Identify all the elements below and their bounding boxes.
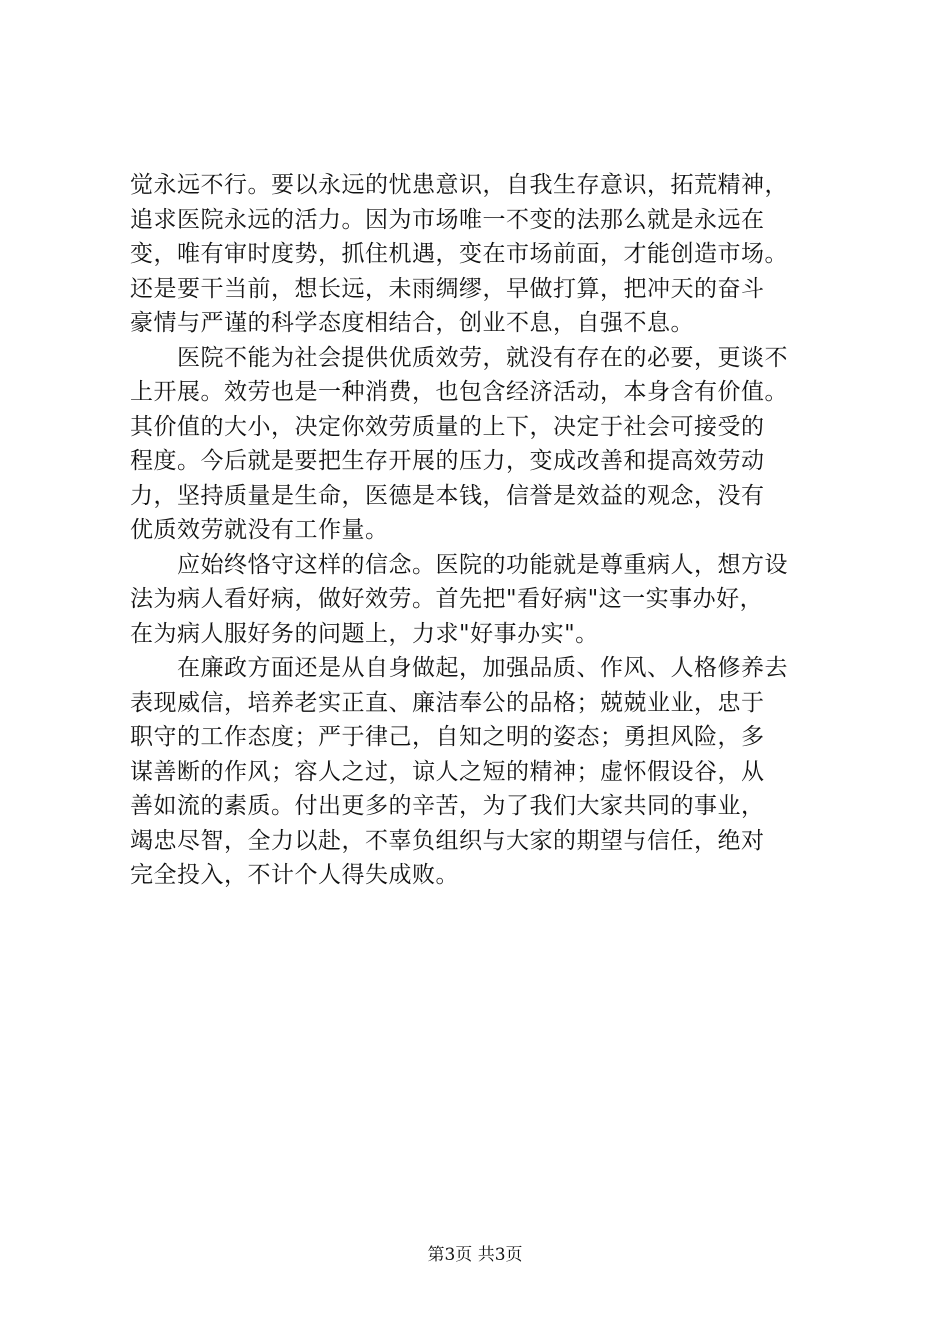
text-line: 变，唯有审时度势，抓住机遇，变在市场前面，才能创造市场。: [130, 241, 788, 267]
text-line: 优质效劳就没有工作量。: [130, 517, 389, 543]
text-line: 还是要干当前，想长远，未雨绸缪，早做打算，把冲天的奋斗: [130, 275, 765, 302]
page-footer: [0, 1243, 950, 1267]
text-line: 力，坚持质量是生命，医德是本钱，信誉是效益的观念，没有: [130, 482, 765, 509]
text-line: 职守的工作态度；严于律己，自知之明的姿态；勇担风险，多: [130, 724, 765, 750]
text-line: 上开展。效劳也是一种消费，也包含经济活动，本身含有价值。: [130, 379, 788, 405]
text-line: 觉永远不行。要以永远的忧患意识，自我生存意识，拓荒精神，: [130, 172, 788, 198]
text-line: 善如流的素质。付出更多的辛苦，为了我们大家共同的事业，: [130, 793, 765, 819]
text-line: 谋善断的作风；容人之过，谅人之短的精神；虚怀假设谷，从: [130, 758, 765, 785]
text-line: 应始终恪守这样的信念。医院的功能就是尊重病人，想方设: [130, 551, 788, 578]
body-text: [130, 168, 830, 893]
text-line: 法为病人看好病，做好效劳。首先把"看好病"这一实事办好，: [130, 586, 764, 612]
text-line: 追求医院永远的活力。因为市场唯一不变的法那么就是永远在: [130, 206, 765, 233]
page-number: 第3页 共3页: [427, 1245, 523, 1265]
text-line: 完全投入，不计个人得失成败。: [130, 862, 459, 888]
text-line: 其价值的大小，决定你效劳质量的上下，决定于社会可接受的: [130, 413, 765, 440]
text-line: 豪情与严谨的科学态度相结合，创业不息，自强不息。: [130, 310, 694, 336]
text-line: 表现威信，培养老实正直、廉洁奉公的品格；兢兢业业，忠于: [130, 689, 765, 716]
text-line: 竭忠尽智，全力以赴，不辜负组织与大家的期望与信任，绝对: [130, 827, 765, 854]
text-line: 医院不能为社会提供优质效劳，就没有存在的必要，更谈不: [130, 344, 788, 371]
text-line: 在为病人服好务的问题上，力求"好事办实"。: [130, 620, 599, 647]
text-line: 在廉政方面还是从自身做起，加强品质、作风、人格修养去: [130, 655, 788, 681]
text-line: 程度。今后就是要把生存开展的压力，变成改善和提高效劳动: [130, 448, 765, 474]
